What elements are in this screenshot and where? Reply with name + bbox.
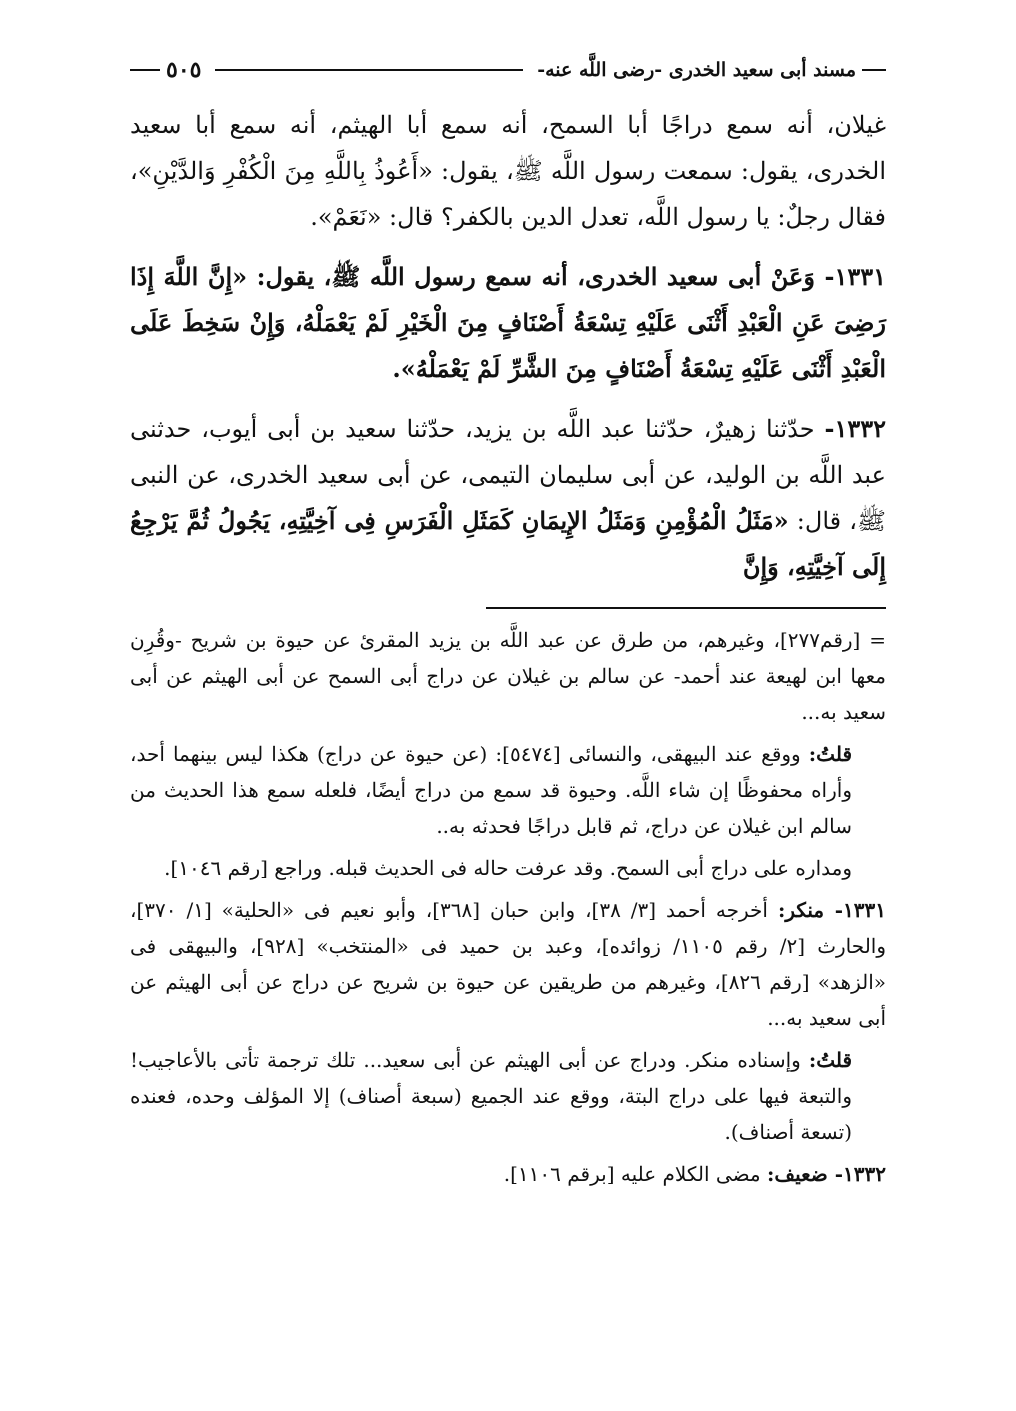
header-dash-right <box>862 69 886 71</box>
hadith-1332-quote: «مَثَلُ الْمُؤْمِنِ وَمَثَلُ الإِيمَانِ كَمَثَلِ الْفَرَسِ فِى آخِيَّتِهِ، يَجُولُ ثُمَّ يَرْجِعُ إِلَى آخِيَّتِهِ، وَإِنَّ <box>130 506 886 581</box>
footnote-separator <box>486 607 886 609</box>
hadith-1332-text: حدّثنا زهيرٌ، حدّثنا عبد اللَّه بن يزيد، حدّثنا سعيد بن أبى أيوب، حدثنى عبد اللَّه بن الوليد، عن أبى سليمان التيمى، عن أبى سعيد الخدرى، عن النبى ﷺ، قال: <box>130 415 886 535</box>
header-rule <box>215 69 523 71</box>
hadith-1332 <box>130 406 886 590</box>
hadith-1331-number: ١٣٣١- <box>824 262 887 291</box>
main-text <box>130 102 886 604</box>
note-1331-lead: ١٣٣١- منكر: <box>777 898 886 922</box>
note-comment-3-lead: قلتُ: <box>808 1048 853 1072</box>
note-comment-2 <box>130 850 886 886</box>
note-continuation <box>130 622 886 730</box>
header-title: مسند أبى سعيد الخدرى -رضى اللَّه عنه- <box>537 59 856 81</box>
note-comment-2-text: ومداره على دراج أبى السمح. وقد عرفت حاله فى الحديث قبله. وراجع [رقم ١٠٤٦]. <box>164 856 852 880</box>
note-continuation-text: = [رقم٢٧٧]، وغيرهم، من طرق عن عبد اللَّه بن يزيد المقرئ عن حيوة بن شريح -وقُرِن معها ابن لهيعة عند أحمد- عن سالم بن غيلان عن دراج أبى السمح عن أبى الهيثم عن أبى سعيد به... <box>130 628 886 724</box>
note-1332-text: مضى الكلام عليه [برقم ١١٠٦]. <box>503 1162 761 1186</box>
note-1331 <box>130 892 886 1036</box>
note-comment-3-text: وإسناده منكر. ودراج عن أبى الهيثم عن أبى سعيد... تلك ترجمة تأتى بالأعاجيب! والتبعة فيها على دراج البتة، ووقع عند الجميع (سبعة أصناف) إلا المؤلف وحده، فعنده (تسعة أصناف). <box>130 1048 852 1144</box>
hadith-1332-number: ١٣٣٢- <box>824 414 886 443</box>
footnotes <box>130 622 886 1198</box>
page-number: ٥٠٥ <box>166 57 202 83</box>
hadith-continuation-text: غيلان، أنه سمع دراجًا أبا السمح، أنه سمع أبا الهيثم، أنه سمع أبا سعيد الخدرى، يقول: سمعت رسول اللَّه ﷺ، يقول: «أَعُوذُ بِاللَّهِ مِنَ الْكُفْرِ وَالدَّيْنِ»، فقال رجلٌ: يا رسول اللَّه، تعدل الدين بالكفر؟ قال: «نَعَمْ». <box>130 111 886 231</box>
note-1331-text: أخرجه أحمد [٣/ ٣٨]، وابن حبان [٣٦٨]، وأبو نعيم فى «الحلية» [١/ ٣٧٠]، والحارث [٢/ رقم ١١٠٥/ زوائده]، وعبد بن حميد فى «المنتخب» [٩٢٨]، والبيهقى فى «الزهد» [رقم ٨٢٦]، وغيرهم من طريقين عن حيوة بن شريح عن دراج عن أبى الهيثم عن أبى سعيد به... <box>130 898 887 1030</box>
header-dash-left <box>130 69 160 71</box>
note-comment-1-text: ووقع عند البيهقى، والنسائى [٥٤٧٤]: (عن حيوة عن دراج) هكذا ليس بينهما أحد، وأراه محفوظًا إن شاء اللَّه. وحيوة قد سمع من دراج أيضًا، فلعله سمع هذا الحديث من سالم ابن غيلان عن دراج، ثم قابل دراجًا فحدثه به.. <box>130 742 852 838</box>
note-1332-lead: ١٣٣٢- ضعيف: <box>767 1162 886 1186</box>
note-comment-3 <box>130 1042 886 1150</box>
hadith-1331 <box>130 254 886 392</box>
hadith-continuation <box>130 102 886 240</box>
note-comment-1 <box>130 736 886 844</box>
running-header <box>130 50 886 90</box>
note-1332 <box>130 1156 886 1192</box>
hadith-1331-text: وَعَنْ أبى سعيد الخدرى، أنه سمع رسول اللَّه ﷺ، يقول: «إِنَّ اللَّهَ إِذَا رَضِىَ عَنِ الْعَبْدِ أَثْنَى عَلَيْهِ تِسْعَةُ أَصْنَافٍ مِنَ الْخَيْرِ لَمْ يَعْمَلْهُ، وَإِنْ سَخِطَ عَلَى الْعَبْدِ أَثْنَى عَلَيْهِ تِسْعَةُ أَصْنَافٍ مِنَ الشَّرِّ لَمْ يَعْمَلْهُ». <box>130 262 886 383</box>
note-comment-1-lead: قلتُ: <box>808 742 852 766</box>
